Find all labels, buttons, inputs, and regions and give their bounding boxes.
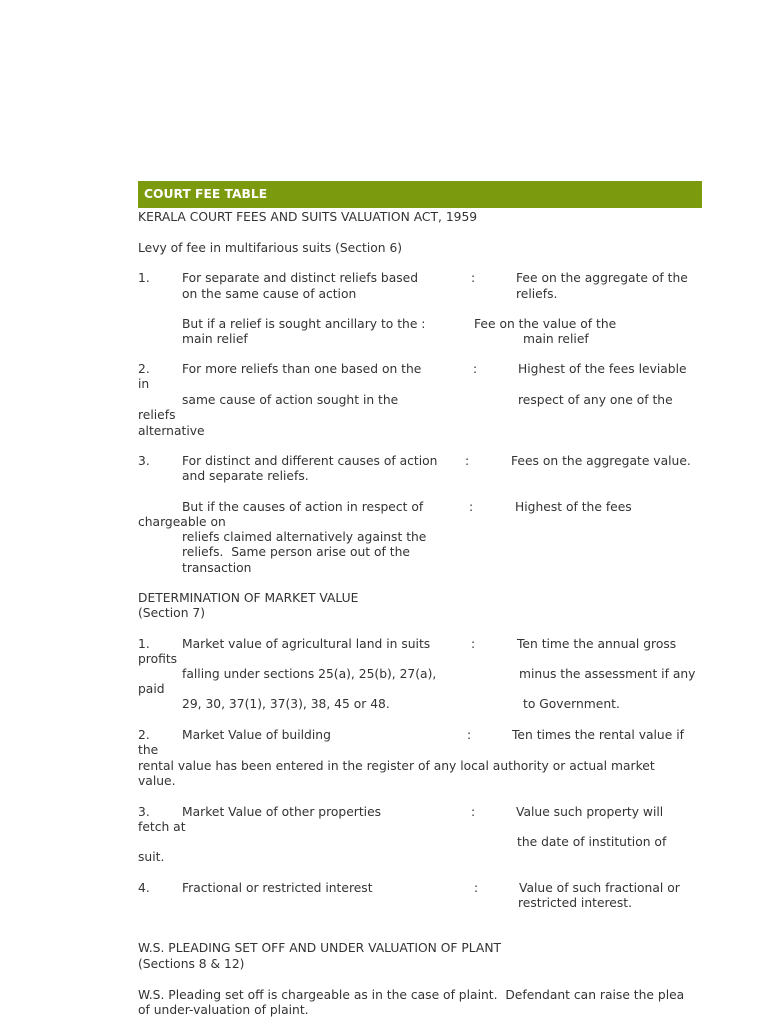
s6-item3-separator: : [465, 454, 470, 468]
s7-item4-fee-line2: restricted interest. [518, 896, 632, 910]
s7-item4-separator: : [474, 881, 479, 895]
section6-heading: Levy of fee in multifarious suits (Section 6) [138, 241, 403, 255]
s6-item2-fee-line2: respect of any one of the [518, 393, 673, 407]
s7-item2-separator: : [467, 728, 472, 742]
s6-item2-wrap-alternative: alternative [138, 424, 205, 438]
s7-item2-number: 2. [138, 728, 150, 742]
s6-item1-but-line2: main relief [182, 332, 248, 346]
s7-item3-separator: : [471, 805, 476, 819]
s7-item2-wrap-the: the [138, 743, 159, 757]
s6-item1-fee-line2: reliefs. [516, 287, 558, 301]
s6-item3-but-line3: reliefs. Same person arise out of the [182, 545, 410, 559]
section8-paragraph-line2: of under-valuation of plaint. [138, 1003, 309, 1017]
s7-item1-number: 1. [138, 637, 150, 651]
s7-item1-desc-line2: falling under sections 25(a), 25(b), 27(a), [182, 667, 437, 681]
s6-item1-desc-line1: For separate and distinct reliefs based [182, 271, 419, 285]
s7-item4-number: 4. [138, 881, 150, 895]
s7-item2-line2: rental value has been entered in the register of any local authority or actual market [138, 759, 655, 773]
s7-item1-separator: : [471, 637, 476, 651]
s6-item3-but-line2: reliefs claimed alternatively against the [182, 530, 427, 544]
s7-item1-wrap-profits: profits [138, 652, 178, 666]
s6-item1-but-fee-line1: Fee on the value of the [474, 317, 617, 331]
s6-item1-number: 1. [138, 271, 150, 285]
s7-item1-fee-line3: to Government. [523, 697, 620, 711]
s7-item4-desc-line1: Fractional or restricted interest [182, 881, 373, 895]
s7-item1-fee-line1: Ten time the annual gross [517, 637, 677, 651]
s7-item1-fee-line2: minus the assessment if any [519, 667, 696, 681]
s6-item3-number: 3. [138, 454, 150, 468]
s6-item3-fee-line1: Fees on the aggregate value. [511, 454, 691, 468]
section8-paragraph-line1: W.S. Pleading set off is chargeable as in the case of plaint. Defendant can raise the plea [138, 988, 685, 1002]
s6-item3-desc-line1: For distinct and different causes of action [182, 454, 438, 468]
s6-item2-fee-line1: Highest of the fees leviable [518, 362, 687, 376]
s6-item3-wrap-chargeable: chargeable on [138, 515, 226, 529]
s6-item2-desc-line2: same cause of action sought in the [182, 393, 399, 407]
s6-item3-desc-line2: and separate reliefs. [182, 469, 309, 483]
s7-item2-fee-line1: Ten times the rental value if [512, 728, 684, 742]
s6-item3-but-separator: : [469, 500, 474, 514]
section8-heading-line1: W.S. PLEADING SET OFF AND UNDER VALUATION OF PLANT [138, 941, 502, 955]
s6-item1-desc-line2: on the same cause of action [182, 287, 357, 301]
s7-item3-fee-line2: the date of institution of [517, 835, 667, 849]
section8-heading-line2: (Sections 8 & 12) [138, 957, 245, 971]
s6-item2-separator: : [473, 362, 478, 376]
s7-item3-number: 3. [138, 805, 150, 819]
s7-item1-wrap-paid: paid [138, 682, 165, 696]
s7-item3-wrap-suit: suit. [138, 850, 165, 864]
section7-heading-line2: (Section 7) [138, 606, 206, 620]
s6-item2-wrap-reliefs: reliefs [138, 408, 176, 422]
s6-item2-desc-line1: For more reliefs than one based on the [182, 362, 422, 376]
s6-item3-but-line4: transaction [182, 561, 252, 575]
s7-item3-fee-line1: Value such property will [516, 805, 664, 819]
s7-item3-wrap-fetch: fetch at [138, 820, 186, 834]
banner-title: COURT FEE TABLE [144, 187, 268, 201]
court-fee-table-banner [138, 181, 702, 208]
s7-item1-desc-line3: 29, 30, 37(1), 37(3), 38, 45 or 48. [182, 697, 390, 711]
s7-item1-desc-line1: Market value of agricultural land in suits [182, 637, 431, 651]
section7-heading-line1: DETERMINATION OF MARKET VALUE [138, 591, 359, 605]
s6-item1-but-fee-line2: main relief [523, 332, 589, 346]
s7-item3-desc-line1: Market Value of other properties [182, 805, 382, 819]
s6-item1-separator: : [471, 271, 476, 285]
s6-item1-fee-line1: Fee on the aggregate of the [516, 271, 688, 285]
s6-item3-but-line1: But if the causes of action in respect of [182, 500, 424, 514]
s7-item4-fee-line1: Value of such fractional or [519, 881, 680, 895]
s7-item2-desc-line1: Market Value of building [182, 728, 331, 742]
s6-item2-wrap-in: in [138, 377, 150, 391]
s6-item1-but-line1: But if a relief is sought ancillary to the : [182, 317, 426, 331]
s7-item2-line3: value. [138, 774, 176, 788]
s6-item3-but-fee-line1: Highest of the fees [515, 500, 632, 514]
s6-item2-number: 2. [138, 362, 150, 376]
act-title: KERALA COURT FEES AND SUITS VALUATION ACT, 1959 [138, 210, 478, 224]
